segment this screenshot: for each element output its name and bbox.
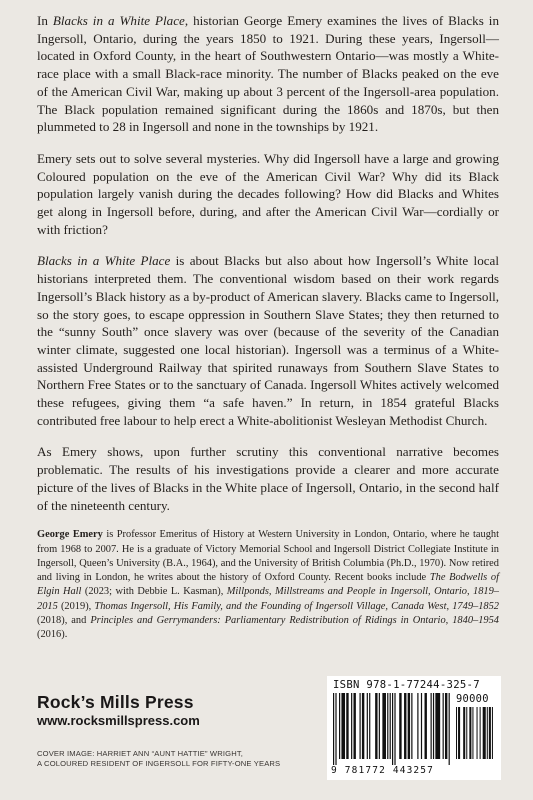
cover-credit-line-1: COVER IMAGE: HARRIET ANN “AUNT HATTIE” WRIGHT, bbox=[37, 749, 244, 758]
isbn-barcode bbox=[327, 676, 501, 780]
ean-barcode-icon bbox=[333, 693, 451, 765]
blurb-text: , historian George Emery examines the lives of Blacks in Ingersoll, Ontario, during the years 1850 to 1921. During these years, Ingersoll—located in Oxford County, in the heart of Southwestern Ontario—was mostly a White-race place with a small Black-race minority. The number of Blacks peaked on the eve of the American Civil War, making up about 3 percent of the Ingersoll-area population. The Black population remained significant during the 1860s and 1870s, but then plummeted to 28 in Ingersoll and none in the townships by 1921. bbox=[37, 13, 499, 135]
bio-text: (2023; with Debbie L. Kasman), bbox=[81, 586, 227, 598]
book-title-italic: Blacks in a White Place bbox=[52, 13, 185, 28]
bio-text: (2019), bbox=[57, 600, 95, 612]
blurb-paragraph-3 bbox=[37, 252, 499, 429]
ean-digits: 9 781772 443257 bbox=[331, 765, 435, 776]
bio-text: (2016). bbox=[37, 629, 68, 641]
blurb-paragraph-4: As Emery shows, upon further scrutiny this conventional narrative becomes problematic. The results of his investigations provide a clearer and more accurate picture of the lives of Blacks in the White place of Ingersoll, Ontario, in the second half of the nineteenth century. bbox=[37, 444, 499, 513]
bio-text: is Professor Emeritus of History at Western University in London, Ontario, where he taught from 1968 to 2007. He is a graduate of Victory Memorial School and Ingersoll District Collegiate Institute in Ingersoll, Queen’s University (B.A., 1964), and the University of British Columbia (Ph.D., 1970). Now retired and living in London, he writes about the history of Oxford County. Recent books include bbox=[37, 529, 499, 584]
book-title-italic: Thomas Ingersoll, His Family, and the Founding of Ingersoll Village, Canada West, 1749–1852 bbox=[94, 600, 499, 612]
book-title-italic: Millponds, Millstreams and People in Ingersoll, Ontario, 1819–2015 bbox=[37, 586, 499, 612]
publisher-name: Rock’s Mills Press bbox=[37, 692, 194, 712]
publisher-block bbox=[37, 692, 200, 730]
author-name: George Emery bbox=[37, 529, 103, 541]
bio-text: (2018), and bbox=[37, 615, 91, 627]
price-code: 90000 bbox=[456, 693, 489, 705]
author-bio bbox=[37, 528, 499, 642]
publisher-url: www.rocksmillspress.com bbox=[37, 713, 200, 728]
isbn-label: ISBN 978-1-77244-325-7 bbox=[333, 679, 480, 691]
book-title-italic: Principles and Gerrymanders: Parliamentary Redistribution of Ridings in Ontario, 1840–1954 bbox=[90, 615, 499, 627]
book-title-italic: Blacks in a White Place bbox=[37, 253, 171, 269]
blurb-paragraph-1 bbox=[37, 12, 499, 136]
blurb-text: is about Blacks but also about how Ingersoll’s White local historians interpreted them. The conventional wisdom based on their work regards Ingersoll’s Black history as a by-product of American slavery. Blacks came to Ingersoll, so the story goes, to escape oppression in Southern Slave States; they then returned to the “sunny South” once slavery was over (because of the severity of the Canadian winter climate, suggested one local historian). Ingersoll was a terminus of a White-assisted Underground Railway that spirited runaways from Southern Slave States to Northern Free States or to the sanctuary of Canada. Ingersoll Whites actively welcomed these refugees, giving them “a safe haven.” In return, in 1854 grateful Blacks contributed free labour to help erect a White-abolitionist Wesleyan Methodist Church. bbox=[37, 253, 500, 428]
cover-image-credit bbox=[37, 749, 307, 769]
price-barcode-icon bbox=[456, 707, 495, 765]
blurb-paragraph-2: Emery sets out to solve several mysteries. Why did Ingersoll have a large and growing Coloured population on the eve of the American Civil War? Why did its Black population largely vanish during the decades following? How did Blacks and Whites get along in Ingersoll before, during, and after the American Civil War—cordially or with friction? bbox=[37, 150, 499, 237]
book-title-italic: The Bodwells of Elgin Hall bbox=[37, 572, 499, 598]
cover-credit-line-2: A COLOURED RESIDENT OF INGERSOLL FOR FIFTY-ONE YEARS bbox=[37, 759, 281, 768]
back-cover-text bbox=[37, 12, 499, 643]
blurb-lead: In bbox=[37, 13, 53, 28]
